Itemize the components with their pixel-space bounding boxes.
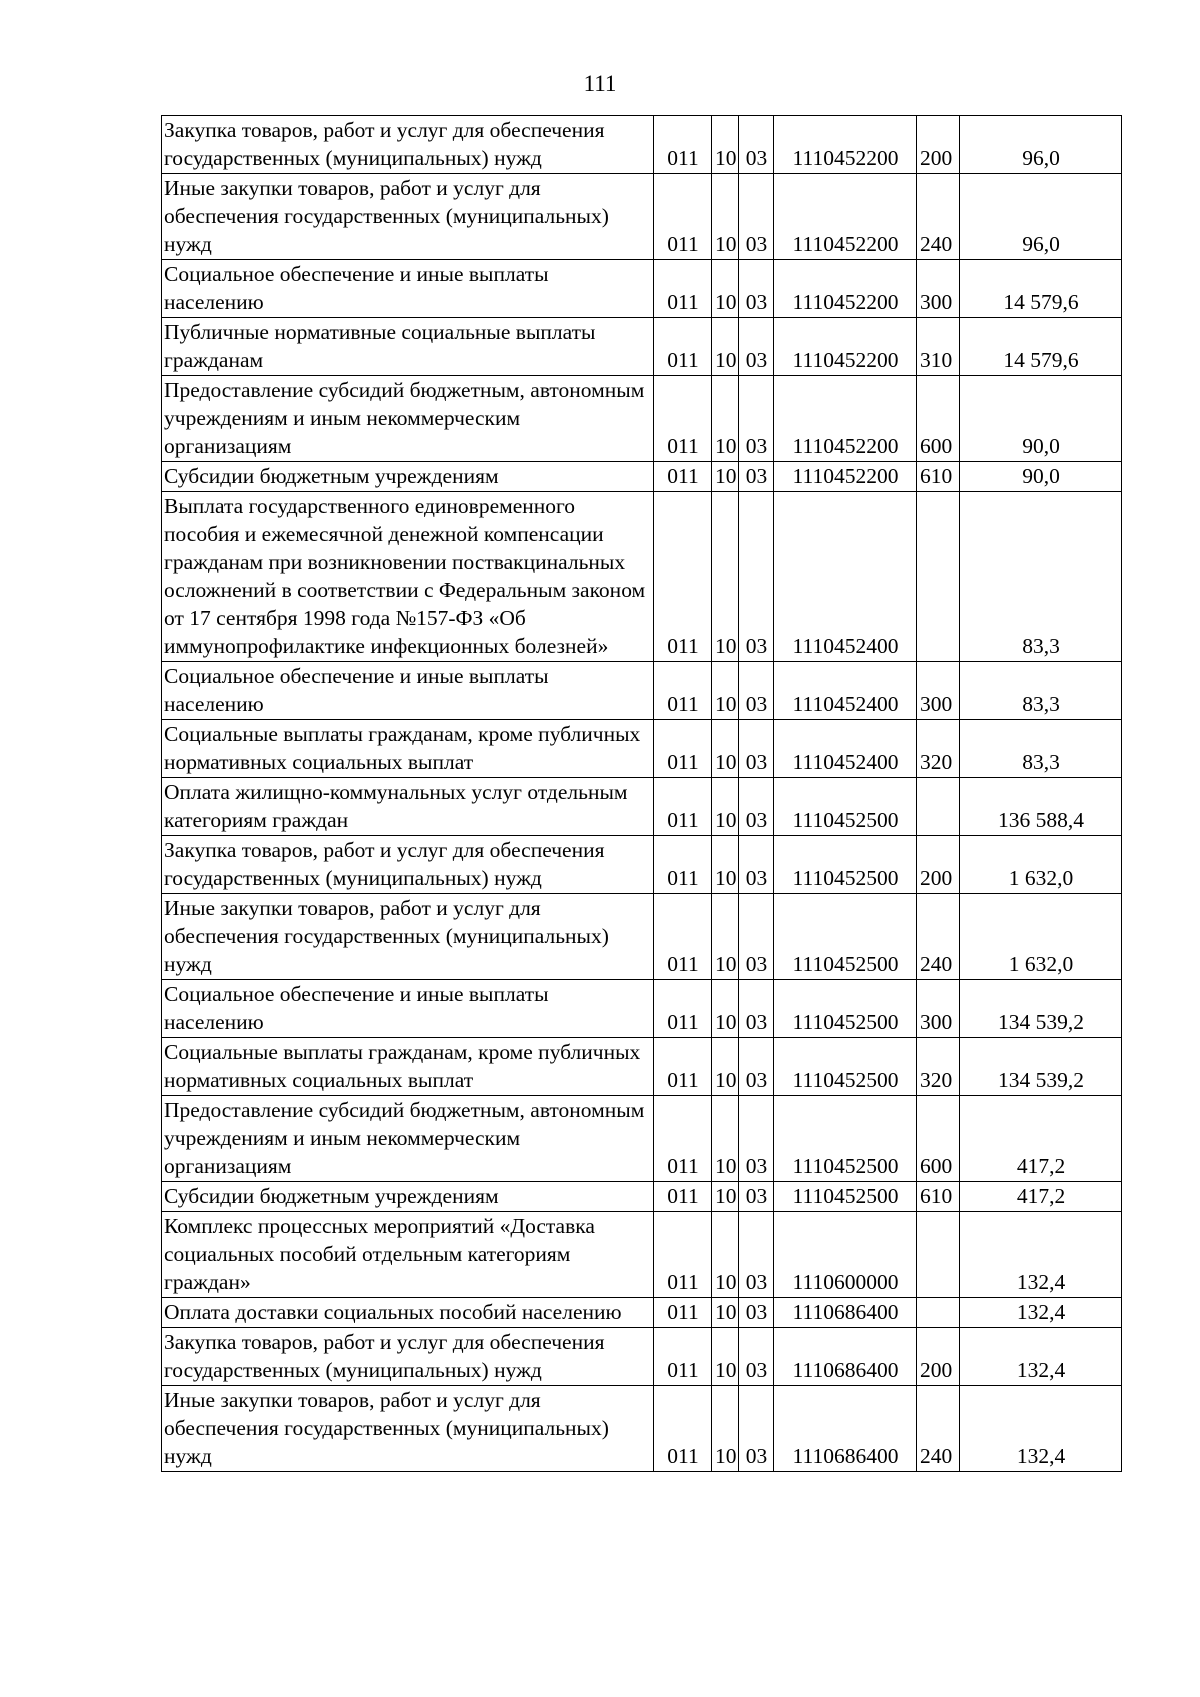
row-amount-cell: 134 539,2: [960, 980, 1122, 1038]
row-amount-cell: 132,4: [960, 1328, 1122, 1386]
row-name-cell: Предоставление субсидий бюджетным, автономным учреждениям и иным некоммерческим организациям: [162, 1096, 654, 1182]
table-row: [162, 1328, 1122, 1386]
row-expense-type-cell: 600: [917, 376, 960, 462]
row-grbs-cell: 011: [654, 376, 712, 462]
table-row: [162, 1298, 1122, 1328]
budget-table: [161, 115, 1122, 1472]
row-amount-cell: 1 632,0: [960, 894, 1122, 980]
row-subsection-cell: 03: [739, 894, 774, 980]
row-expense-type-cell: 310: [917, 318, 960, 376]
row-name-cell: Оплата жилищно-коммунальных услуг отдельным категориям граждан: [162, 778, 654, 836]
table-row: [162, 662, 1122, 720]
row-target-article-cell: 1110452400: [774, 662, 917, 720]
table-row: [162, 836, 1122, 894]
row-target-article-cell: 1110452200: [774, 462, 917, 492]
row-subsection-cell: 03: [739, 174, 774, 260]
row-grbs-cell: 011: [654, 1328, 712, 1386]
row-expense-type-cell: 200: [917, 1328, 960, 1386]
table-row: [162, 116, 1122, 174]
row-amount-cell: 90,0: [960, 376, 1122, 462]
row-section-cell: 10: [712, 1298, 739, 1328]
row-target-article-cell: 1110686400: [774, 1386, 917, 1472]
row-target-article-cell: 1110452200: [774, 318, 917, 376]
row-name-cell: Субсидии бюджетным учреждениям: [162, 462, 654, 492]
row-section-cell: 10: [712, 1038, 739, 1096]
row-target-article-cell: 1110452200: [774, 260, 917, 318]
row-section-cell: 10: [712, 1212, 739, 1298]
row-grbs-cell: 011: [654, 662, 712, 720]
row-amount-cell: 136 588,4: [960, 778, 1122, 836]
row-grbs-cell: 011: [654, 720, 712, 778]
table-row: [162, 462, 1122, 492]
row-target-article-cell: 1110452200: [774, 174, 917, 260]
table-body: [162, 116, 1122, 1472]
table-row: [162, 1096, 1122, 1182]
row-subsection-cell: 03: [739, 376, 774, 462]
table-row: [162, 894, 1122, 980]
row-amount-cell: 134 539,2: [960, 1038, 1122, 1096]
table-row: [162, 1038, 1122, 1096]
row-subsection-cell: 03: [739, 1328, 774, 1386]
row-amount-cell: 14 579,6: [960, 260, 1122, 318]
row-section-cell: 10: [712, 1182, 739, 1212]
row-grbs-cell: 011: [654, 1182, 712, 1212]
row-amount-cell: 14 579,6: [960, 318, 1122, 376]
row-section-cell: 10: [712, 720, 739, 778]
row-name-cell: Выплата государственного единовременного пособия и ежемесячной денежной компенсации гражданам при возникновении поствакцинальных осложнений в соответствии с Федеральным законом от 17 сентября 1998 года №157-ФЗ «Об иммунопрофилактике инфекционных болезней»: [162, 492, 654, 662]
row-amount-cell: 83,3: [960, 720, 1122, 778]
row-expense-type-cell: 300: [917, 980, 960, 1038]
row-grbs-cell: 011: [654, 260, 712, 318]
row-name-cell: Иные закупки товаров, работ и услуг для обеспечения государственных (муниципальных) нужд: [162, 174, 654, 260]
row-name-cell: Субсидии бюджетным учреждениям: [162, 1182, 654, 1212]
row-expense-type-cell: [917, 778, 960, 836]
row-grbs-cell: 011: [654, 174, 712, 260]
row-name-cell: Иные закупки товаров, работ и услуг для обеспечения государственных (муниципальных) нужд: [162, 894, 654, 980]
row-name-cell: Закупка товаров, работ и услуг для обеспечения государственных (муниципальных) нужд: [162, 116, 654, 174]
row-section-cell: 10: [712, 662, 739, 720]
row-section-cell: 10: [712, 174, 739, 260]
row-target-article-cell: 1110452200: [774, 116, 917, 174]
row-grbs-cell: 011: [654, 1298, 712, 1328]
row-target-article-cell: 1110600000: [774, 1212, 917, 1298]
row-section-cell: 10: [712, 980, 739, 1038]
row-section-cell: 10: [712, 1386, 739, 1472]
row-section-cell: 10: [712, 778, 739, 836]
row-section-cell: 10: [712, 462, 739, 492]
row-expense-type-cell: [917, 492, 960, 662]
row-target-article-cell: 1110452400: [774, 720, 917, 778]
row-amount-cell: 83,3: [960, 662, 1122, 720]
row-expense-type-cell: 200: [917, 836, 960, 894]
row-name-cell: Публичные нормативные социальные выплаты гражданам: [162, 318, 654, 376]
row-expense-type-cell: [917, 1212, 960, 1298]
row-grbs-cell: 011: [654, 462, 712, 492]
row-grbs-cell: 011: [654, 980, 712, 1038]
row-section-cell: 10: [712, 836, 739, 894]
row-subsection-cell: 03: [739, 1096, 774, 1182]
row-subsection-cell: 03: [739, 836, 774, 894]
row-subsection-cell: 03: [739, 1212, 774, 1298]
row-grbs-cell: 011: [654, 116, 712, 174]
row-subsection-cell: 03: [739, 1298, 774, 1328]
row-name-cell: Социальные выплаты гражданам, кроме публичных нормативных социальных выплат: [162, 720, 654, 778]
row-expense-type-cell: 240: [917, 174, 960, 260]
row-subsection-cell: 03: [739, 462, 774, 492]
table-row: [162, 318, 1122, 376]
row-expense-type-cell: 300: [917, 260, 960, 318]
row-subsection-cell: 03: [739, 492, 774, 662]
row-section-cell: 10: [712, 1328, 739, 1386]
row-amount-cell: 96,0: [960, 174, 1122, 260]
row-name-cell: Социальные выплаты гражданам, кроме публичных нормативных социальных выплат: [162, 1038, 654, 1096]
row-section-cell: 10: [712, 116, 739, 174]
row-target-article-cell: 1110452500: [774, 1182, 917, 1212]
row-name-cell: Социальное обеспечение и иные выплаты населению: [162, 662, 654, 720]
row-name-cell: Оплата доставки социальных пособий населению: [162, 1298, 654, 1328]
row-grbs-cell: 011: [654, 1096, 712, 1182]
row-grbs-cell: 011: [654, 836, 712, 894]
row-section-cell: 10: [712, 492, 739, 662]
table-row: [162, 1386, 1122, 1472]
row-grbs-cell: 011: [654, 1212, 712, 1298]
row-target-article-cell: 1110452500: [774, 1038, 917, 1096]
table-row: [162, 1182, 1122, 1212]
row-amount-cell: 132,4: [960, 1298, 1122, 1328]
row-amount-cell: 1 632,0: [960, 836, 1122, 894]
row-grbs-cell: 011: [654, 894, 712, 980]
row-section-cell: 10: [712, 894, 739, 980]
table-row: [162, 720, 1122, 778]
row-target-article-cell: 1110452500: [774, 836, 917, 894]
row-grbs-cell: 011: [654, 1386, 712, 1472]
table-row: [162, 980, 1122, 1038]
row-amount-cell: 417,2: [960, 1096, 1122, 1182]
table-row: [162, 492, 1122, 662]
row-subsection-cell: 03: [739, 1386, 774, 1472]
row-amount-cell: 90,0: [960, 462, 1122, 492]
row-target-article-cell: 1110452500: [774, 980, 917, 1038]
row-grbs-cell: 011: [654, 1038, 712, 1096]
row-subsection-cell: 03: [739, 662, 774, 720]
row-name-cell: Социальное обеспечение и иные выплаты населению: [162, 980, 654, 1038]
row-target-article-cell: 1110452200: [774, 376, 917, 462]
row-expense-type-cell: 320: [917, 720, 960, 778]
row-amount-cell: 132,4: [960, 1212, 1122, 1298]
row-subsection-cell: 03: [739, 1182, 774, 1212]
row-name-cell: Закупка товаров, работ и услуг для обеспечения государственных (муниципальных) нужд: [162, 1328, 654, 1386]
row-name-cell: Социальное обеспечение и иные выплаты населению: [162, 260, 654, 318]
row-expense-type-cell: 600: [917, 1096, 960, 1182]
row-section-cell: 10: [712, 318, 739, 376]
row-grbs-cell: 011: [654, 492, 712, 662]
row-grbs-cell: 011: [654, 318, 712, 376]
row-expense-type-cell: 320: [917, 1038, 960, 1096]
page-number: 111: [583, 71, 617, 96]
row-expense-type-cell: 240: [917, 894, 960, 980]
row-subsection-cell: 03: [739, 778, 774, 836]
table-row: [162, 260, 1122, 318]
row-subsection-cell: 03: [739, 260, 774, 318]
row-grbs-cell: 011: [654, 778, 712, 836]
row-expense-type-cell: [917, 1298, 960, 1328]
row-expense-type-cell: 610: [917, 462, 960, 492]
row-target-article-cell: 1110686400: [774, 1328, 917, 1386]
row-subsection-cell: 03: [739, 1038, 774, 1096]
row-amount-cell: 96,0: [960, 116, 1122, 174]
row-amount-cell: 83,3: [960, 492, 1122, 662]
row-expense-type-cell: 610: [917, 1182, 960, 1212]
row-expense-type-cell: 200: [917, 116, 960, 174]
row-name-cell: Комплекс процессных мероприятий «Доставка социальных пособий отдельным категориям граждан»: [162, 1212, 654, 1298]
row-target-article-cell: 1110452400: [774, 492, 917, 662]
row-amount-cell: 132,4: [960, 1386, 1122, 1472]
row-name-cell: Иные закупки товаров, работ и услуг для обеспечения государственных (муниципальных) нужд: [162, 1386, 654, 1472]
table-row: [162, 1212, 1122, 1298]
row-target-article-cell: 1110452500: [774, 778, 917, 836]
row-expense-type-cell: 300: [917, 662, 960, 720]
row-section-cell: 10: [712, 260, 739, 318]
row-amount-cell: 417,2: [960, 1182, 1122, 1212]
table-row: [162, 778, 1122, 836]
row-target-article-cell: 1110452500: [774, 894, 917, 980]
row-section-cell: 10: [712, 1096, 739, 1182]
row-section-cell: 10: [712, 376, 739, 462]
row-target-article-cell: 1110452500: [774, 1096, 917, 1182]
table-row: [162, 174, 1122, 260]
row-name-cell: Предоставление субсидий бюджетным, автономным учреждениям и иным некоммерческим организациям: [162, 376, 654, 462]
row-expense-type-cell: 240: [917, 1386, 960, 1472]
row-subsection-cell: 03: [739, 116, 774, 174]
row-subsection-cell: 03: [739, 980, 774, 1038]
row-subsection-cell: 03: [739, 720, 774, 778]
row-target-article-cell: 1110686400: [774, 1298, 917, 1328]
row-name-cell: Закупка товаров, работ и услуг для обеспечения государственных (муниципальных) нужд: [162, 836, 654, 894]
table-row: [162, 376, 1122, 462]
row-subsection-cell: 03: [739, 318, 774, 376]
